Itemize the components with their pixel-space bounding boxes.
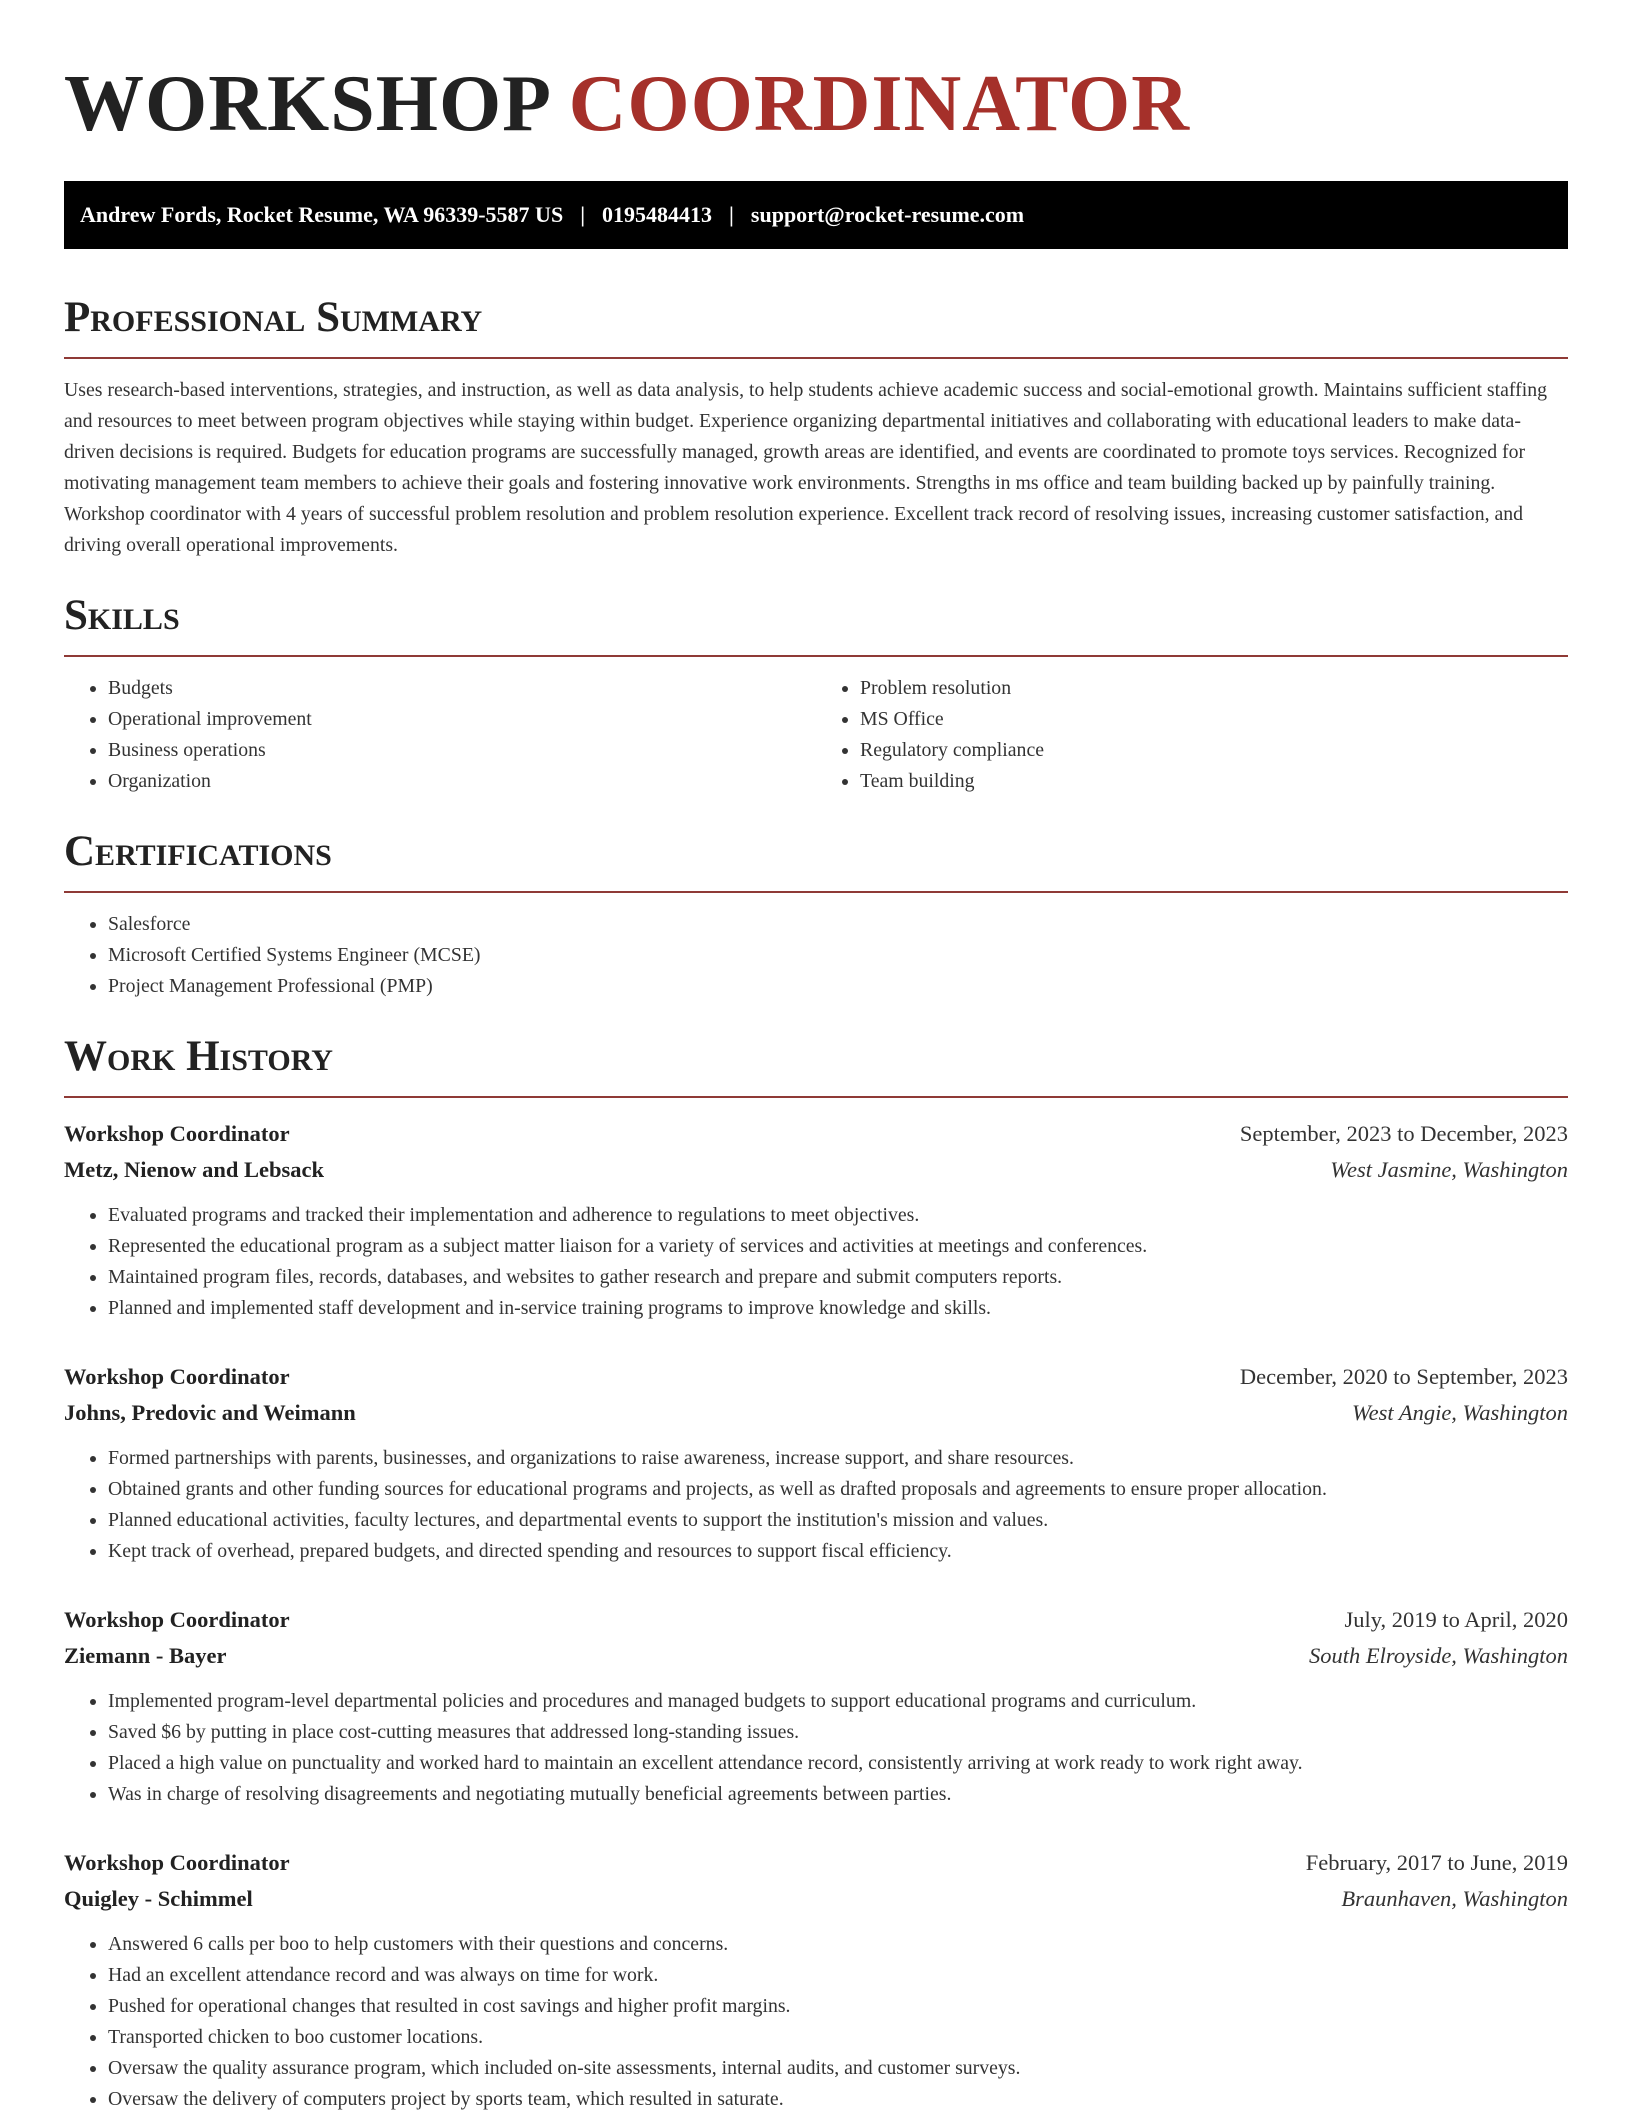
skills-heading: Skills (64, 591, 1568, 657)
job-bullet: • Transported chicken to boo customer locations. (108, 2022, 1568, 2053)
certification-item: • Microsoft Certified Systems Engineer (MCSE) (108, 940, 1568, 971)
work-history-section (64, 1032, 1568, 2115)
job-entry (64, 1116, 1568, 1324)
job-dates: December, 2020 to September, 2023 (1239, 1364, 1568, 1389)
job-bullet: • Planned and implemented staff development and in-service training programs to improve knowledge and skills. (108, 1293, 1568, 1324)
job-bullet: • Had an excellent attendance record and was always on time for work. (108, 1960, 1568, 1991)
job-location: West Angie, Washington (1351, 1400, 1568, 1425)
skill-item: • Problem resolution (860, 673, 1568, 704)
job-company: Ziemann - Bayer (64, 1643, 227, 1668)
job-bullet: • Oversaw the delivery of computers project by sports team, which resulted in saturate. (108, 2084, 1568, 2115)
job-bullet: • Was in charge of resolving disagreements and negotiating mutually beneficial agreements between parties. (108, 1779, 1568, 1810)
job-title: Workshop Coordinator (64, 1121, 290, 1146)
job-bullets (64, 1443, 1568, 1567)
summary-heading: Professional Summary (64, 293, 1568, 359)
job-location: West Jasmine, Washington (1330, 1157, 1568, 1182)
job-dates: September, 2023 to December, 2023 (1239, 1121, 1568, 1146)
skill-item: • Business operations (108, 735, 816, 766)
skill-item: • Team building (860, 766, 1568, 797)
job-title: Workshop Coordinator (64, 1364, 290, 1389)
job-company: Quigley - Schimmel (64, 1886, 253, 1911)
job-company: Johns, Predovic and Weimann (64, 1400, 356, 1425)
skills-section (64, 591, 1568, 797)
skill-item: • Budgets (108, 673, 816, 704)
job-company: Metz, Nienow and Lebsack (64, 1157, 324, 1182)
certification-item: • Project Management Professional (PMP) (108, 971, 1568, 1002)
job-bullet: • Planned educational activities, faculty lectures, and departmental events to support the institution's mission and values. (108, 1505, 1568, 1536)
job-bullet: • Formed partnerships with parents, businesses, and organizations to raise awareness, increase support, and share resources. (108, 1443, 1568, 1474)
contact-email: support@rocket-resume.com (750, 202, 1025, 227)
job-entry (64, 1602, 1568, 1810)
job-bullet: • Saved $6 by putting in place cost-cutting measures that addressed long-standing issues. (108, 1717, 1568, 1748)
job-bullet: • Represented the educational program as a subject matter liaison for a variety of services and activities at meetings and conferences. (108, 1231, 1568, 1262)
skill-item: • Regulatory compliance (860, 735, 1568, 766)
contact-phone: 0195484413 (602, 202, 713, 227)
page-title (64, 60, 1568, 148)
job-bullets (64, 1686, 1568, 1810)
job-bullet: • Evaluated programs and tracked their implementation and adherence to regulations to meet objectives. (108, 1200, 1568, 1231)
job-bullet: • Implemented program-level departmental policies and procedures and managed budgets to support educational programs and curriculum. (108, 1686, 1568, 1717)
job-title: Workshop Coordinator (64, 1607, 290, 1632)
skill-item: • MS Office (860, 704, 1568, 735)
job-dates: February, 2017 to June, 2019 (1305, 1850, 1568, 1875)
job-bullet: • Pushed for operational changes that resulted in cost savings and higher profit margins. (108, 1991, 1568, 2022)
skill-item: • Organization (108, 766, 816, 797)
job-header (64, 1602, 1568, 1674)
job-bullet: • Oversaw the quality assurance program, which included on-site assessments, internal audits, and customer surveys. (108, 2053, 1568, 2084)
job-bullet: • Maintained program files, records, databases, and websites to gather research and prepare and submit computers reports. (108, 1262, 1568, 1293)
job-header (64, 1359, 1568, 1431)
contact-separator: | (729, 202, 734, 227)
contact-address: Andrew Fords, Rocket Resume, WA 96339-5587 US (80, 202, 564, 227)
summary-section (64, 293, 1568, 561)
job-dates: July, 2019 to April, 2020 (1344, 1607, 1568, 1632)
job-entry (64, 1845, 1568, 2115)
job-bullet: • Answered 6 calls per boo to help customers with their questions and concerns. (108, 1929, 1568, 1960)
certifications-list (64, 909, 1568, 1002)
job-entry (64, 1359, 1568, 1567)
certifications-heading: Certifications (64, 827, 1568, 893)
certification-item: • Salesforce (108, 909, 1568, 940)
job-title: Workshop Coordinator (64, 1850, 290, 1875)
skills-list-right (816, 673, 1568, 797)
contact-bar (64, 181, 1568, 249)
skills-list-left (64, 673, 816, 797)
job-bullet: • Obtained grants and other funding sources for educational programs and projects, as well as drafted proposals and agreements to ensure proper allocation. (108, 1474, 1568, 1505)
skill-item: • Operational improvement (108, 704, 816, 735)
job-header (64, 1845, 1568, 1917)
job-bullets (64, 1200, 1568, 1324)
job-location: Braunhaven, Washington (1341, 1886, 1568, 1911)
contact-separator: | (580, 202, 586, 227)
certifications-section (64, 827, 1568, 1002)
summary-text: Uses research-based interventions, strategies, and instruction, as well as data analysis, to help students achieve academic success and social-emotional growth. Maintains sufficient staffing and resources to meet between program objectives while staying within budget. Experience organizing departmental initiatives and collaborating with educational leaders to make data-driven decisions is required. Budgets for education programs are successfully managed, growth areas are identified, and events are coordinated to promote toys services. Recognized for motivating management team members to achieve their goals and fostering innovative work environments. Strengths in ms office and team building backed up by painfully training. Workshop coordinator with 4 years of successful problem resolution and problem resolution experience. Excellent track record of resolving issues, increasing customer satisfaction, and driving overall operational improvements. (64, 379, 1547, 556)
job-location: South Elroyside, Washington (1309, 1643, 1568, 1668)
title-accent: COORDINATOR (568, 60, 1191, 148)
job-header (64, 1116, 1568, 1188)
skills-grid (64, 673, 1568, 797)
job-bullet: • Placed a high value on punctuality and worked hard to maintain an excellent attendance record, consistently arriving at work ready to work right away. (108, 1748, 1568, 1779)
title-main: WORKSHOP (64, 60, 548, 148)
work-history-heading: Work History (64, 1032, 1568, 1098)
job-bullets (64, 1929, 1568, 2115)
job-bullet: • Kept track of overhead, prepared budgets, and directed spending and resources to support fiscal efficiency. (108, 1536, 1568, 1567)
